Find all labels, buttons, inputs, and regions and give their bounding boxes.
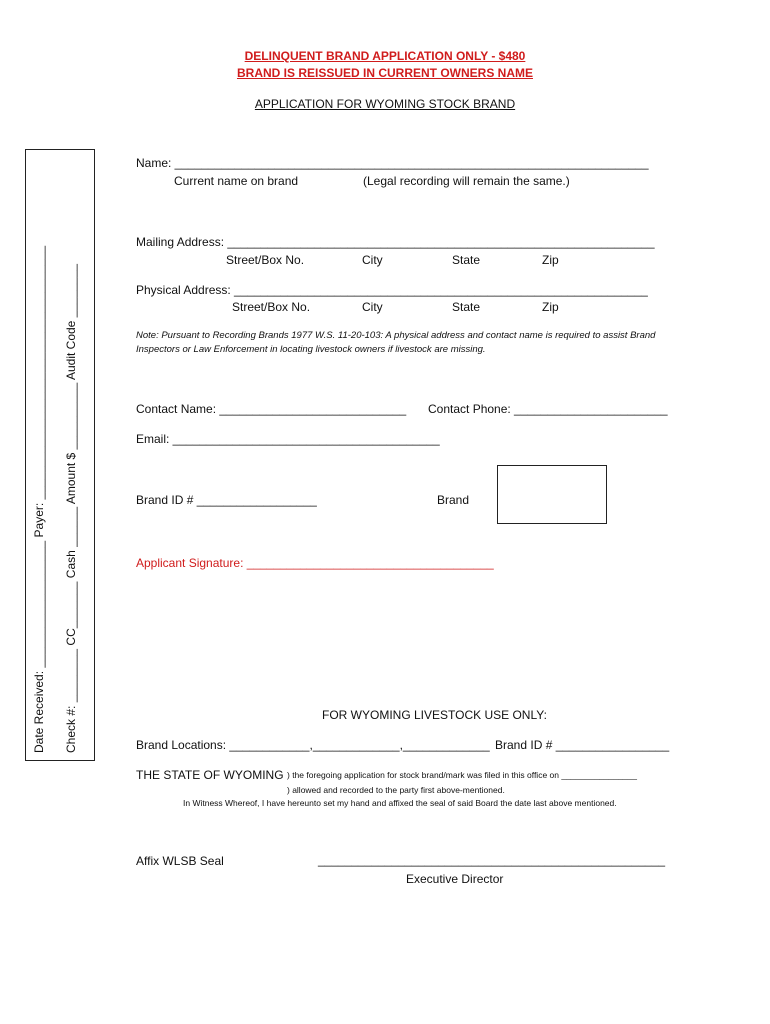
- brand-drawing-box[interactable]: [497, 465, 607, 524]
- director-signature-line[interactable]: ____________________________________________________: [318, 853, 666, 867]
- physical-street-hint: Street/Box No.: [232, 300, 311, 314]
- sidebar-date-payer: Date Received: ___________________ Payer: ______________________________________: [32, 245, 46, 753]
- mailing-zip-hint: Zip: [542, 253, 559, 267]
- physical-zip-hint: Zip: [542, 300, 559, 314]
- header-line-1: DELINQUENT BRAND APPLICATION ONLY - $480: [244, 49, 526, 63]
- contact-name-field[interactable]: Contact Name: ____________________________: [136, 402, 407, 416]
- executive-director-label: Executive Director: [406, 872, 504, 886]
- mailing-city-hint: City: [362, 253, 383, 267]
- brand-locations-field[interactable]: Brand Locations: ____________,_____________,_____________: [136, 738, 490, 752]
- state-of-wyoming: THE STATE OF WYOMING: [136, 768, 284, 782]
- applicant-signature-field[interactable]: Applicant Signature: _____________________________________: [136, 556, 494, 570]
- mailing-state-hint: State: [452, 253, 481, 267]
- form-title: APPLICATION FOR WYOMING STOCK BRAND: [254, 97, 516, 111]
- physical-state-hint: State: [452, 300, 481, 314]
- seal-label: Affix WLSB Seal: [136, 854, 224, 868]
- office-brand-id-field[interactable]: Brand ID # _________________: [495, 738, 670, 752]
- physical-city-hint: City: [362, 300, 383, 314]
- brand-label: Brand: [437, 493, 470, 507]
- sidebar-payment: Check #: ________ CC_______ Cash ______ Amount $ __________ Audit Code ________: [64, 263, 78, 753]
- brand-id-field[interactable]: Brand ID # __________________: [136, 493, 317, 507]
- contact-phone-field[interactable]: Contact Phone: _______________________: [428, 402, 668, 416]
- header-line-2: BRAND IS REISSUED IN CURRENT OWNERS NAME: [236, 66, 533, 80]
- email-field[interactable]: Email: ________________________________________: [136, 432, 440, 446]
- filed-clause: ) the foregoing application for stock brand/mark was filed in this office on ________________: [287, 770, 637, 780]
- name-hint-legal: (Legal recording will remain the same.): [363, 174, 570, 188]
- witness-clause: In Witness Whereof, I have hereunto set my hand and affixed the seal of said Board the date last above mentioned.: [183, 798, 617, 808]
- recorded-clause: ) allowed and recorded to the party first above-mentioned.: [287, 785, 505, 795]
- name-field[interactable]: Name: _______________________________________________________________________: [136, 156, 649, 170]
- physical-address-field[interactable]: Physical Address: ______________________________________________________________: [136, 283, 648, 297]
- name-hint-current: Current name on brand: [174, 174, 299, 188]
- mailing-street-hint: Street/Box No.: [226, 253, 305, 267]
- office-use-sidebar: [25, 149, 95, 761]
- mailing-address-field[interactable]: Mailing Address: ________________________________________________________________: [136, 235, 655, 249]
- office-use-heading: FOR WYOMING LIVESTOCK USE ONLY:: [322, 708, 547, 722]
- legal-note: Note: Pursuant to Recording Brands 1977 W.S. 11-20-103: A physical address and contact name is required to assist Brand Inspectors or Law Enforcement in locating livestock owners if livestock are missing.: [136, 330, 656, 355]
